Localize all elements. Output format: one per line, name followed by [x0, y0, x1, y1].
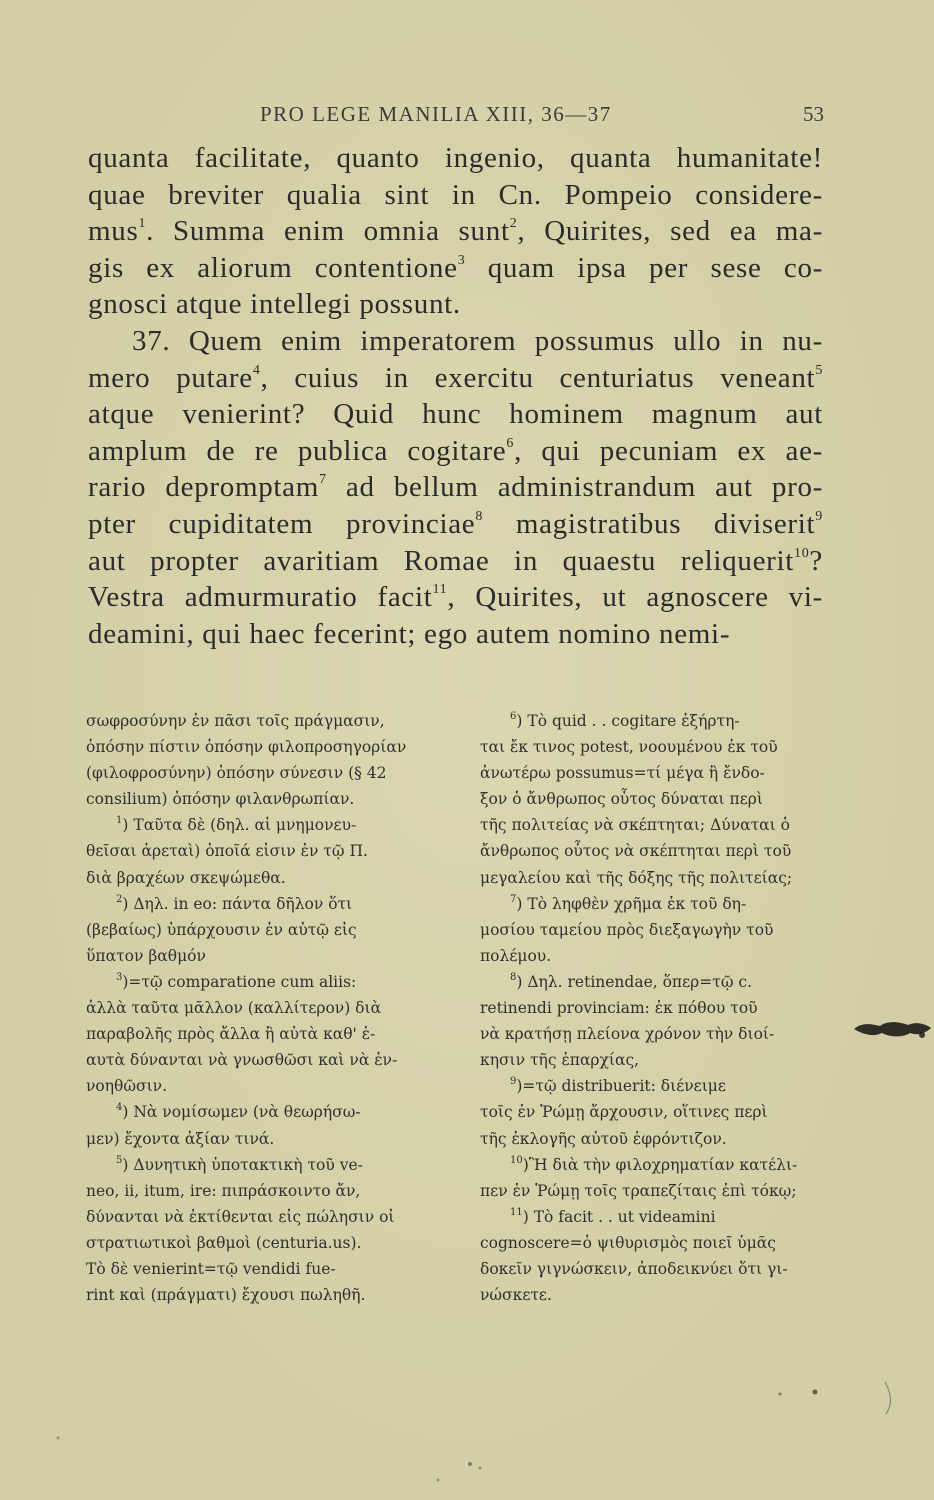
footnote-line — [86, 734, 450, 760]
footnote-marker: 11 — [432, 582, 448, 598]
text-line — [88, 396, 823, 433]
text-segment: quanta facilitate, quanto ingenio, quanta humanitate! — [88, 142, 823, 174]
text-segment: , Quirites, ut agnoscere vi- — [447, 581, 824, 614]
text-segment: rario depromptam — [88, 471, 319, 504]
footnote-line — [480, 1099, 832, 1125]
footnote-line — [480, 1021, 832, 1047]
footnote-marker: 8 — [475, 508, 484, 524]
page-number: 53 — [803, 102, 824, 126]
footnote-text: ) Τὸ quid . . cogitare ἐξήρτη- — [516, 712, 740, 730]
text-segment: ? — [809, 544, 823, 577]
text-line — [88, 323, 823, 360]
paper-specks — [0, 1380, 934, 1500]
footnote-text: ὁπόσην πίστιν ὁπόσην φιλοπροσηγορίαν — [86, 738, 407, 757]
footnote-line — [480, 1073, 832, 1099]
footnote-text: )=τῷ comparatione cum aliis: — [122, 972, 357, 991]
footnote-marker: 4 — [252, 362, 261, 378]
footnote-line — [480, 838, 832, 864]
footnote-line — [480, 995, 832, 1021]
text-line — [88, 177, 823, 214]
text-segment: mus — [88, 215, 139, 248]
text-line — [88, 579, 823, 616]
footnote-text: δοκεῖν γιγνώσκειν, ἀποδεικνύει ὅτι γι- — [480, 1259, 788, 1278]
text-segment: deamini, qui haec fecerint; ego autem nomino nemi- — [88, 617, 731, 650]
footnote-number: 1 — [116, 815, 123, 827]
footnote-number: 10 — [510, 1154, 523, 1166]
footnote-line — [86, 969, 450, 995]
footnote-line — [86, 1073, 450, 1099]
text-segment: gis ex aliorum contentione — [88, 251, 458, 284]
footnote-line — [86, 708, 450, 734]
footnote-number: 9 — [510, 1076, 517, 1088]
footnote-text: δύνανται νὰ ἐκτίθενται εἰς πώλησιν οἱ — [86, 1207, 395, 1226]
footnote-line — [86, 786, 450, 812]
footnote-text: ) Ταῦτα δὲ (δηλ. αἱ μνημονευ- — [122, 816, 357, 835]
text-line — [88, 360, 823, 397]
footnote-text: μεν) ἔχοντα ἀξίαν τινά. — [86, 1129, 275, 1148]
footnote-line — [480, 708, 832, 734]
footnote-line — [480, 1282, 832, 1308]
footnote-text: cognoscere=ὁ ψιθυρισμὸς ποιεῖ ὑμᾶς — [480, 1233, 776, 1252]
text-line — [88, 286, 823, 323]
text-segment: aut propter avaritiam Romae in quaestu reliquerit — [88, 544, 795, 577]
footnote-text: τῆς ἐκλογῆς αὐτοῦ ἐφρόντιζον. — [480, 1129, 727, 1148]
footnote-text: (βεβαίως) ὑπάρχουσιν ἐν αὐτῷ εἰς — [86, 920, 357, 939]
footnote-text: πεν ἐν Ῥώμῃ τοῖς τραπεζίταις ἐπὶ τόκῳ; — [480, 1181, 797, 1200]
footnote-text: διὰ βραχέων σκεψώμεθα. — [86, 868, 286, 887]
footnote-line — [480, 812, 832, 838]
footnote-number: 7 — [510, 893, 517, 905]
text-segment: amplum de re publica cogitare — [88, 434, 507, 467]
footnote-text: νὰ κρατήσῃ πλείονα χρόνον τὴν διοί- — [480, 1025, 775, 1044]
footnote-line — [86, 838, 450, 864]
footnote-text: consilium) ὁπόσην φιλανθρωπίαν. — [86, 790, 355, 809]
footnote-text: ) Δηλ. in eo: πάντα δῆλον ὅτι — [122, 894, 353, 913]
footnote-marker: 6 — [506, 435, 515, 451]
text-segment: , qui pecuniam ex ae- — [514, 434, 823, 467]
footnote-text: retinendi provinciam: ἐκ πόθου τοῦ — [480, 999, 758, 1018]
footnote-text: ἀλλὰ ταῦτα μᾶλλον (καλλίτερον) διὰ — [86, 999, 382, 1018]
footnote-line — [480, 1047, 832, 1073]
footnote-line — [86, 995, 450, 1021]
footnote-line — [86, 1047, 450, 1073]
footnote-marker: 7 — [319, 472, 327, 488]
footnote-text: )Ἢ διὰ τὴν φιλοχρηματίαν κατέλι- — [522, 1155, 798, 1174]
footnote-text: στρατιωτικοὶ βαθμοὶ (centuria.us). — [86, 1233, 362, 1252]
text-segment: pter cupiditatem provinciae — [88, 507, 476, 540]
footnote-line — [86, 1282, 450, 1308]
text-segment: quam ipsa per sese co- — [465, 251, 823, 284]
footnote-line — [86, 943, 450, 969]
footnote-text: ) Τὸ ληφθὲν χρῆμα ἐκ τοῦ δη- — [516, 894, 747, 913]
text-segment: 37. Quem enim imperatorem possumus ullo in nu- — [132, 324, 823, 357]
footnote-text: Τὸ δὲ venierint=τῷ vendidi fue- — [86, 1259, 336, 1278]
footnote-text: ) Δηλ. retinendae, ὅπερ=τῷ c. — [516, 972, 753, 991]
text-segment: magistratibus diviserit — [483, 507, 816, 540]
footnote-line — [480, 891, 832, 917]
text-segment: Vestra admurmuratio facit — [88, 581, 433, 614]
footnote-line — [86, 917, 450, 943]
footnote-number: 8 — [510, 971, 517, 983]
footnote-text: μεγαλείου καὶ τῆς δόξης τῆς πολιτείας; — [480, 868, 793, 887]
footnote-line — [480, 1256, 832, 1282]
text-segment: atque venierint? Quid hunc hominem magnum aut — [88, 398, 823, 431]
footnote-marker: 1 — [138, 216, 147, 232]
footnote-text: τοῖς ἐν Ῥώμῃ ἄρχουσιν, οἵτινες περὶ — [480, 1103, 768, 1122]
footnote-line — [86, 1021, 450, 1047]
footnote-line — [86, 1126, 450, 1152]
footnote-line — [480, 1126, 832, 1152]
footnote-marker: 2 — [509, 216, 518, 232]
footnote-line — [86, 1178, 450, 1204]
text-segment: quae breviter qualia sint in Cn. Pompeio considere- — [88, 178, 823, 211]
footnote-line — [86, 812, 450, 838]
footnote-line — [480, 786, 832, 812]
footnote-number: 3 — [116, 971, 123, 983]
footnote-text: ται ἔκ τινος potest, νοουμένου ἐκ τοῦ — [480, 738, 778, 757]
text-segment: , Quirites, sed ea ma- — [517, 215, 823, 248]
footnote-line — [86, 865, 450, 891]
footnote-line — [480, 1204, 832, 1230]
footnote-text: νοηθῶσιν. — [86, 1077, 168, 1096]
footnote-line — [86, 1204, 450, 1230]
footnote-text: πολέμου. — [480, 946, 552, 965]
text-segment: , cuius in exercitu centuriatus veneant — [260, 361, 816, 394]
footnote-text: μοσίου ταμείου πρὸς διεξαγωγὴν τοῦ — [480, 920, 774, 939]
footnote-line — [480, 1178, 832, 1204]
footnote-line — [480, 943, 832, 969]
footnote-text: ξον ὁ ἄνθρωπος οὗτος δύναται περὶ — [480, 790, 763, 809]
footnote-line — [86, 760, 450, 786]
footnote-line — [86, 1256, 450, 1282]
text-line — [88, 616, 823, 653]
footnote-text: κησιν τῆς ἐπαρχίας, — [480, 1051, 640, 1070]
footnote-text: ) Νὰ νομίσωμεν (νὰ θεωρήσω- — [122, 1103, 361, 1122]
text-segment: gnosci atque intellegi possunt. — [88, 288, 461, 321]
footnote-text: ἀνωτέρω possumus=τί μέγα ἢ ἔνδο- — [480, 764, 765, 783]
footnote-text: ἄνθρωπος οὗτος νὰ σκέπτηται περὶ τοῦ — [480, 842, 792, 861]
footnote-marker: 10 — [794, 545, 810, 561]
footnote-text: rint καὶ (πράγματι) ἔχουσι πωληθῆ. — [86, 1286, 366, 1305]
text-line — [88, 433, 823, 470]
footnote-line — [480, 917, 832, 943]
footnote-number: 4 — [116, 1102, 123, 1114]
footnote-text: παραβολῆς πρὸς ἄλλα ἢ αὐτὰ καθ' ἑ- — [86, 1025, 376, 1044]
footnote-number: 5 — [116, 1154, 123, 1166]
text-line — [88, 543, 823, 580]
footnote-line — [480, 1152, 832, 1178]
footnote-text: neo, ii, itum, ire: πιπράσκοιντο ἄν, — [86, 1181, 361, 1200]
footnote-number: 11 — [510, 1206, 523, 1218]
footnote-line — [86, 1152, 450, 1178]
text-line — [88, 250, 823, 287]
text-line — [88, 140, 823, 177]
footnote-text: (φιλοφροσύνην) ὁπόσην σύνεσιν (§ 42 — [86, 764, 387, 783]
footnote-number: 2 — [116, 893, 123, 905]
footnote-line — [480, 865, 832, 891]
footnote-number: 6 — [510, 711, 517, 722]
footnotes-left-column — [86, 708, 450, 1308]
footnote-text: αυτὰ δύνανται νὰ γνωσθῶσι καὶ νὰ ἐν- — [86, 1051, 398, 1070]
text-line — [88, 469, 823, 506]
footnote-text: ) Τὸ facit . . ut videamini — [522, 1207, 716, 1226]
running-title: PRO LEGE MANILIA XIII, 36—37 — [260, 102, 612, 126]
footnote-text: τῆς πολιτείας νὰ σκέπτηται; Δύναται ὁ — [480, 816, 790, 835]
footnote-text: ) Δυνητικὴ ὑποτακτικὴ τοῦ ve- — [122, 1155, 363, 1174]
text-segment: ad bellum administrandum aut pro- — [326, 471, 824, 504]
text-segment: mero putare — [88, 361, 253, 394]
footnote-text: σωφροσύνην ἐν πᾶσι τοῖς πράγμασιν, — [86, 712, 385, 730]
footnotes-right-column — [480, 708, 832, 1308]
text-segment: . Summa enim omnia sunt — [146, 215, 510, 248]
footnote-marker: 5 — [815, 362, 824, 378]
footnote-line — [480, 969, 832, 995]
footnote-text: νώσκετε. — [480, 1286, 552, 1305]
footnote-text: ὕπατον βαθμόν — [86, 946, 206, 965]
ink-blot-stain — [852, 1018, 932, 1040]
footnote-line — [86, 1230, 450, 1256]
main-text-block — [88, 140, 823, 652]
footnote-line — [480, 734, 832, 760]
footnote-marker: 9 — [815, 508, 823, 524]
footnote-line — [86, 1099, 450, 1125]
footnote-line — [86, 891, 450, 917]
footnote-text: θεῖσαι ἀρεταὶ) ὁποῖά εἰσιν ἐν τῷ Π. — [86, 842, 368, 861]
footnote-line — [480, 1230, 832, 1256]
footnote-marker: 3 — [457, 252, 466, 268]
text-line — [88, 506, 823, 543]
running-header — [88, 100, 828, 136]
footnote-text: )=τῷ distribuerit: διένειμε — [516, 1077, 726, 1096]
footnote-line — [480, 760, 832, 786]
text-line — [88, 213, 823, 250]
